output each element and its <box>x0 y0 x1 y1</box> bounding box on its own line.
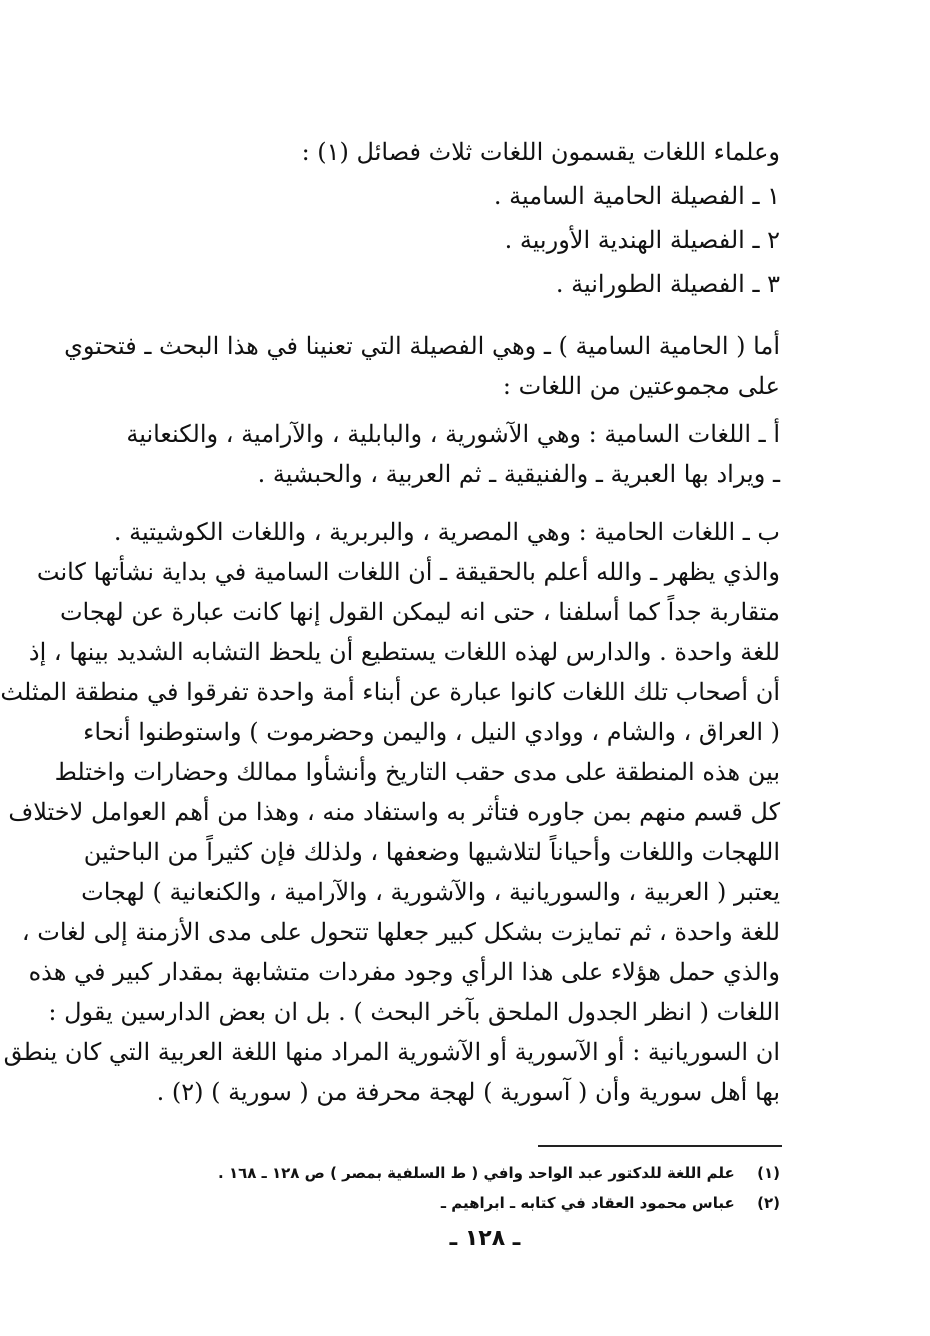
intro-line: وعلماء اللغات يقسمون اللغات ثلاث فصائل (١) : <box>301 138 780 166</box>
paragraph-semitic-languages <box>126 414 780 494</box>
footnote-number: (١) <box>757 1164 780 1182</box>
paragraph-line: اللغات ( انظر الجدول الملحق بآخر البحث ) . بل ان بعض الدارسين يقول : <box>48 998 780 1026</box>
paragraph-hamitic-languages <box>0 512 780 1112</box>
paragraph-line: ـ ويراد بها العبرية ـ والفنيقية ـ ثم العربية ، والحبشية . <box>257 460 780 488</box>
footnote-item <box>144 1188 780 1218</box>
footnotes <box>144 1158 780 1218</box>
footnote-item <box>144 1158 780 1188</box>
paragraph-line: اللهجات واللغات وأحياناً لتلاشيها وضعفها ، ولذلك فإن كثيراً من الباحثين <box>83 838 780 866</box>
paragraph-line: ان السوريانية : أو الآسورية أو الآشورية المراد منها اللغة العربية التي كان ينطق <box>3 1038 780 1066</box>
paragraph-hamito-semitic <box>64 326 780 406</box>
page-number: ـ ١٢٨ ـ <box>449 1226 521 1251</box>
list-item: ٢ ـ الفصيلة الهندية الأوربية . <box>504 226 780 254</box>
list-item: ١ ـ الفصيلة الحامية السامية . <box>493 182 780 210</box>
footnote-divider <box>538 1145 782 1147</box>
paragraph-line: أ ـ اللغات السامية : وهي الآشورية ، والبابلية ، والآرامية ، والكنعانية <box>126 420 780 448</box>
paragraph-line: على مجموعتين من اللغات : <box>502 372 780 400</box>
paragraph-line: للغة واحدة . والدارس لهذه اللغات يستطيع أن يلحظ التشابه الشديد بينها ، إذ <box>28 638 780 666</box>
paragraph-line: متقاربة جداً كما أسلفنا ، حتى انه ليمكن القول إنها كانت عبارة عن لهجات <box>59 598 780 626</box>
paragraph-line: بها أهل سورية وأن ( آسورية ) لهجة محرفة من ( سورية ) (٢) . <box>156 1078 780 1106</box>
paragraph-line: بين هذه المنطقة على مدى حقب التاريخ وأنشأوا ممالك وحضارات واختلط <box>54 758 780 786</box>
paragraph-line: يعتبر ( العربية ، والسوريانية ، والآشورية ، والآرامية ، والكنعانية ) لهجات <box>81 878 780 906</box>
paragraph-line: للغة واحدة ، ثم تمايزت بشكل كبير جعلها تتحول على مدى الأزمنة إلى لغات ، <box>21 918 780 946</box>
footnote-text: علم اللغة للدكتور عبد الواحد وافي ( ط السلفية بمصر ) ص ١٢٨ ـ ١٦٨ . <box>218 1164 735 1182</box>
footnote-text: عباس محمود العقاد في كتابه ـ ابراهيم ـ <box>440 1194 735 1212</box>
footnote-number: (٢) <box>757 1194 780 1212</box>
paragraph-line: والذي يظهر ـ والله أعلم بالحقيقة ـ أن اللغات السامية في بداية نشأتها كانت <box>36 558 780 586</box>
paragraph-line: والذي حمل هؤلاء على هذا الرأي وجود مفردات متشابهة بمقدار كبير في هذه <box>28 958 780 986</box>
paragraph-line: أن أصحاب تلك اللغات كانوا عبارة عن أبناء أمة واحدة تفرقوا في منطقة المثلث <box>0 678 780 706</box>
language-families-list <box>144 174 780 306</box>
list-item: ٣ ـ الفصيلة الطورانية . <box>555 270 780 298</box>
intro-paragraph <box>144 132 780 172</box>
paragraph-line: كل قسم منهم بمن جاوره فتأثر به واستفاد منه ، وهذا من أهم العوامل لاختلاف <box>8 798 780 826</box>
paragraph-line: أما ( الحامية السامية ) ـ وهي الفصيلة التي تعنينا في هذا البحث ـ فتحتوي <box>64 332 780 360</box>
paragraph-line: ( العراق ، والشام ، ووادي النيل ، واليمن وحضرموت ) واستوطنوا أنحاء <box>83 718 780 746</box>
paragraph-line: ب ـ اللغات الحامية : وهي المصرية ، والبربرية ، واللغات الكوشيتية . <box>113 518 780 546</box>
